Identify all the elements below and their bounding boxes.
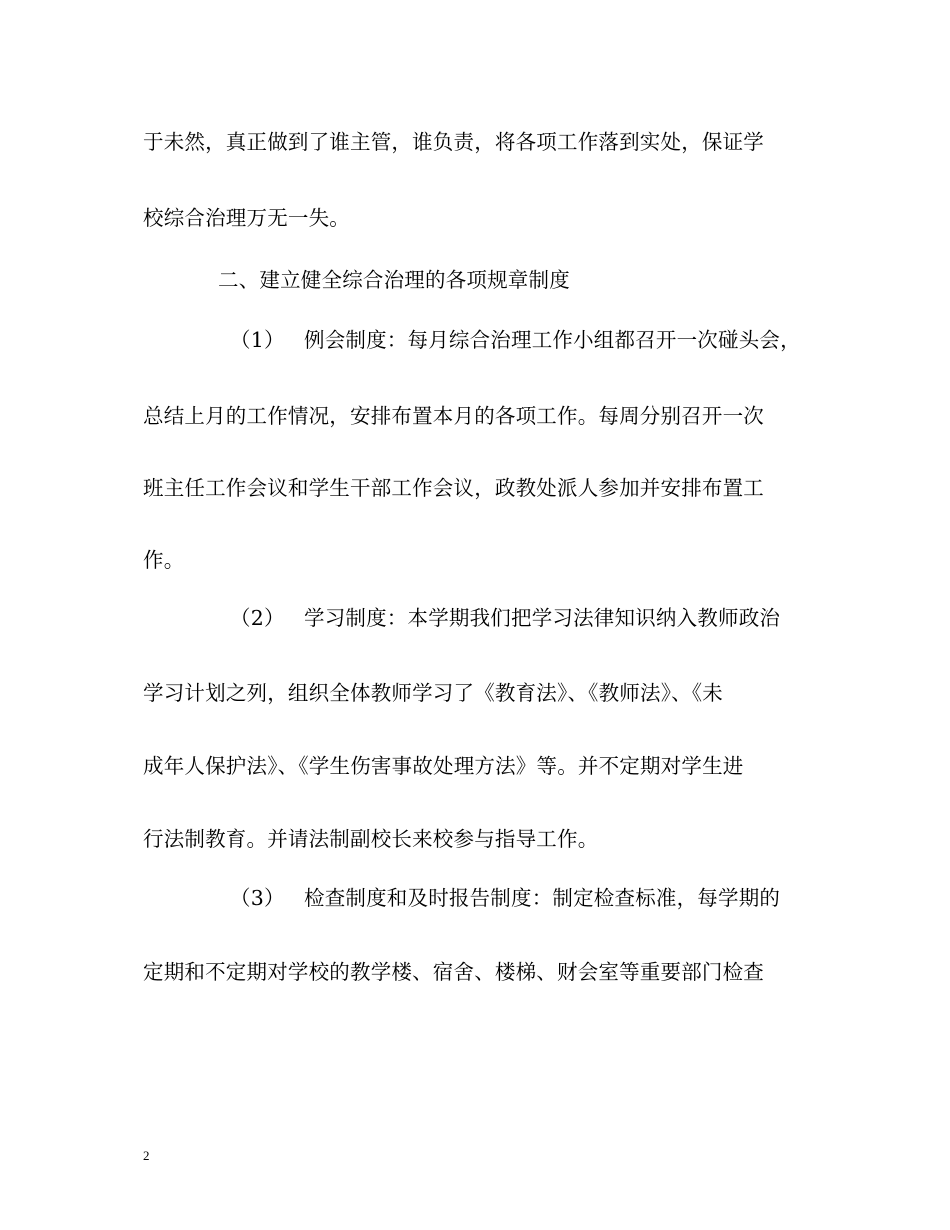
paragraph-line: 总结上月的工作情况，安排布置本月的各项工作。每周分别召开一次 bbox=[143, 404, 764, 428]
item-first-line: 学习制度：本学期我们把学习法律知识纳入教师政治 bbox=[304, 606, 781, 630]
paragraph-line: 作。 bbox=[143, 548, 185, 572]
section-heading: 二、建立健全综合治理的各项规章制度 bbox=[218, 268, 570, 292]
paragraph-line: 班主任工作会议和学生干部工作会议，政教处派人参加并安排布置工 bbox=[143, 476, 764, 500]
item-first-line: 检查制度和及时报告制度：制定检查标准，每学期的 bbox=[304, 886, 781, 910]
paragraph-line: 学习计划之列，组织全体教师学习了《教育法》、《教师法》、《未 bbox=[143, 681, 723, 705]
paragraph-line: 定期和不定期对学校的教学楼、宿舍、楼梯、财会室等重要部门检查 bbox=[143, 960, 764, 984]
item-number: （3） bbox=[230, 886, 285, 910]
page-number: 2 bbox=[143, 1148, 150, 1163]
item-first-line: 例会制度：每月综合治理工作小组都召开一次碰头会， bbox=[304, 328, 801, 352]
paragraph-line: 校综合治理万无一失。 bbox=[143, 206, 350, 230]
item-number: （1） bbox=[230, 328, 285, 352]
paragraph-line: 行法制教育。并请法制副校长来校参与指导工作。 bbox=[143, 827, 599, 851]
paragraph-line: 于未然，真正做到了谁主管，谁负责，将各项工作落到实处，保证学 bbox=[143, 130, 764, 154]
item-number: （2） bbox=[230, 606, 285, 630]
paragraph-line: 成年人保护法》、《学生伤害事故处理方法》等。并不定期对学生进 bbox=[143, 754, 744, 778]
